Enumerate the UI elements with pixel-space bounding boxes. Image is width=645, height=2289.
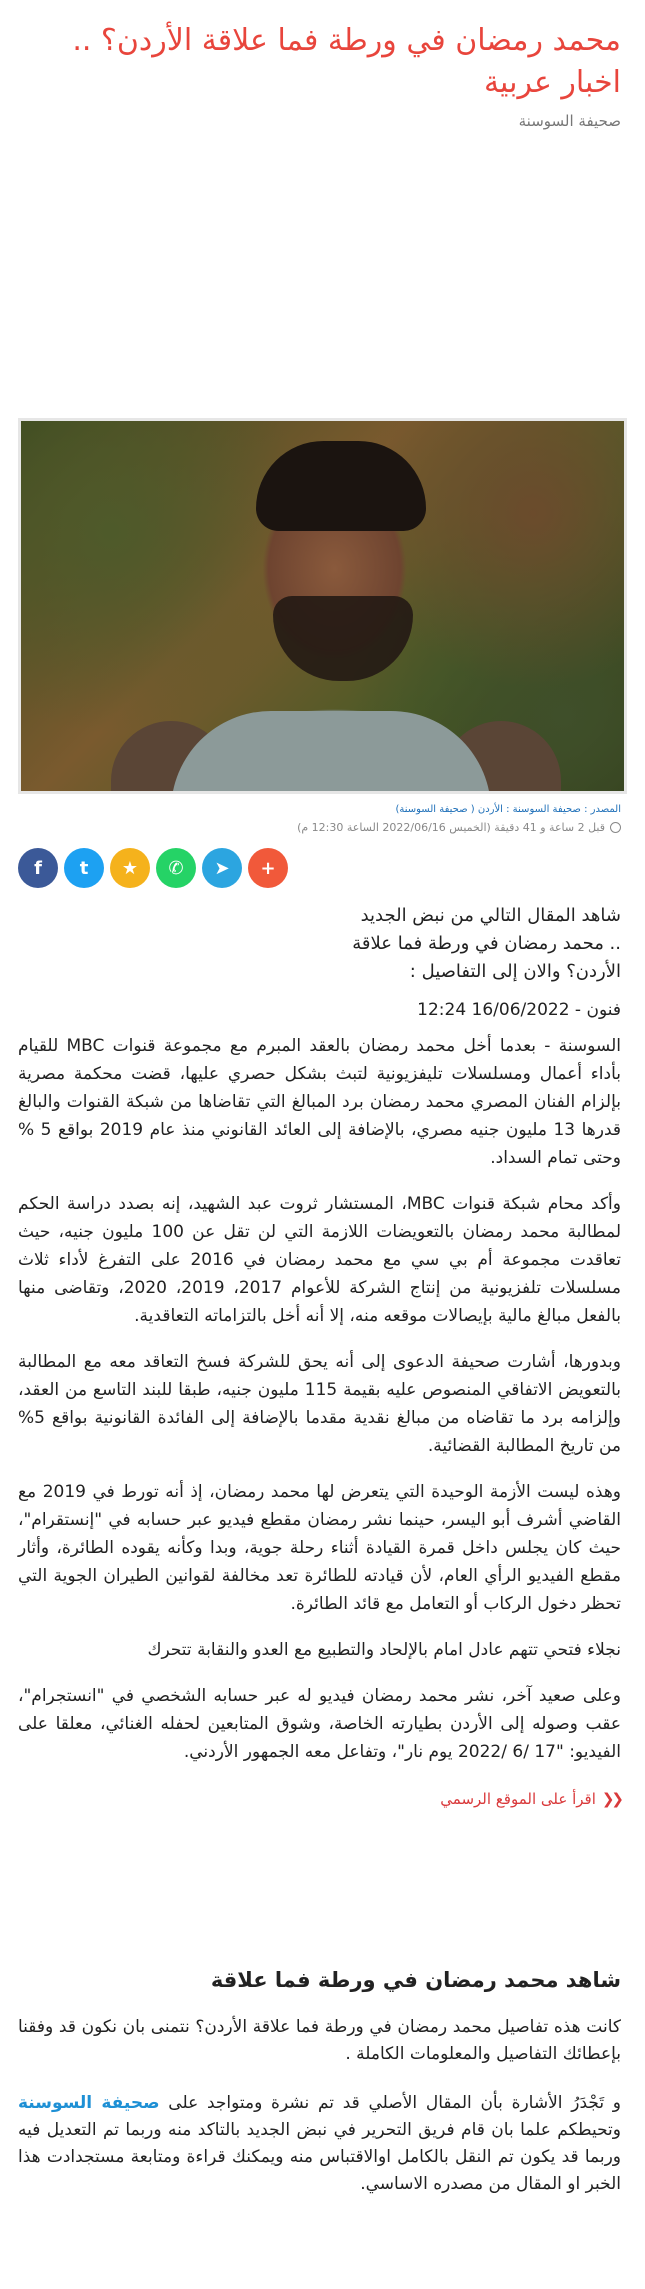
lead-line-2: .. محمد رمضان في ورطة فما علاقة bbox=[352, 933, 621, 954]
publish-date-text: قبل 2 ساعة و 41 دقيقة (الخميس 2022/06/16 الساعة 12:30 م) bbox=[297, 821, 605, 834]
lead-intro bbox=[18, 902, 627, 986]
more-share-icon: + bbox=[260, 857, 276, 879]
image-caption: المصدر : صحيفة السوسنة : الأردن ( صحيفة السوسنة) bbox=[395, 804, 621, 815]
facebook-icon: f bbox=[34, 857, 42, 879]
share-buttons bbox=[18, 848, 627, 888]
read-link-label[interactable]: اقرأ على الموقع الرسمي bbox=[440, 1790, 596, 1808]
related-paragraph-2-start: و تَجْدَرُ الأشارة بأن المقال الأصلي قد تم نشرة ومتواجد على bbox=[168, 2093, 622, 2113]
telegram-share-button[interactable] bbox=[202, 848, 242, 888]
favorite-star-share-button[interactable] bbox=[110, 848, 150, 888]
beard-shape bbox=[273, 596, 413, 681]
ad-placeholder-2 bbox=[18, 1808, 627, 1968]
article-paragraph-3: وبدورها، أشارت صحيفة الدعوى إلى أنه يحق للشركة فسخ التعاقد معه مع المطالبة بالتعويض الاتفاقي المنصوص عليه بقيمة 115 مليون جنيه، طبقا للبند التاسع من العقد، وإلزامه برد ما تقاضاه من مبالغ نقدية مقدما بالإضافة إلى الفائدة القانونية بواقع 5% من تاريخ المطالبة القضائية. bbox=[18, 1352, 621, 1456]
article-paragraph-2: وأكد محام شبكة قنوات MBC، المستشار ثروت عبد الشهيد، إنه بصدد دراسة الحكم لمطالبة محمد رمضان بالتعويضات اللازمة التي لن تقل عن 100 مليون جنيه، حيث تعاقدت مجموعة أم بي سي مع محمد رمضان في 2016 على التفرغ لأداء ثلاث مسلسلات تلفزيونية من إنتاج الشركة للأعوام 2017، 2019، 2020، وتقاضى منها بالفعل مبالغ مالية بإيصالات موقعه منه، إلا أنه أخل بالتزاماته التعاقدية. bbox=[18, 1194, 622, 1326]
sweater-shape bbox=[171, 711, 491, 794]
lead-line-3: الأردن؟ والان إلى التفاصيل : bbox=[409, 961, 621, 982]
section-date: فنون - 16/06/2022 12:24 bbox=[417, 1000, 621, 1020]
article-paragraph-4: وهذه ليست الأزمة الوحيدة التي يتعرض لها محمد رمضان، إذ أنه تورط في 2019 مع القاضي أشرف أبو اليسر، حينما نشر رمضان مقطع فيديو عبر حسابه في "إنستقرام"، حيث كان يجلس داخل قمرة القيادة أثناء رحلة جوية، وبدا وكأنه يقوده الطائرة، وأثار مقطع الفيديو الرأي العام، لأن قيادته للطائرة تعد مخالفة لقوانين الطيران الجوية التي تحظر دخول الركاب أو التعامل مع قائد الطائرة. bbox=[18, 1482, 621, 1614]
publish-date-line bbox=[18, 821, 627, 834]
article-paragraph-6: وعلى صعيد آخر، نشر محمد رمضان فيديو له عبر حسابه الشخصي في "انستجرام"، عقب وصوله إلى الأردن بطيارته الخاصة، وشوق المتابعين لحفله الغنائي، معلقا على الفيديو: "17 /6 /2022 يوم نار"، وتفاعل معه الجمهور الأردني. bbox=[18, 1686, 621, 1762]
article-hero-image bbox=[18, 418, 627, 794]
article-body bbox=[18, 1032, 627, 1766]
whatsapp-icon: ✆ bbox=[168, 857, 184, 879]
whatsapp-share-button[interactable] bbox=[156, 848, 196, 888]
hair-shape bbox=[256, 441, 426, 531]
source-link[interactable]: صحيفة السوسنة bbox=[18, 2093, 160, 2113]
related-paragraph-1: كانت هذه تفاصيل محمد رمضان في ورطة فما علاقة الأردن؟ نتمنى بان نكون قد وفقنا بإعطائك التفاصيل والمعلومات الكاملة . bbox=[18, 2017, 621, 2064]
lead-line-1: شاهد المقال التالي من نبض الجديد bbox=[360, 905, 621, 926]
clock-icon bbox=[610, 822, 621, 833]
ad-placeholder bbox=[18, 130, 627, 418]
double-chevron-icon: ❮❮ bbox=[601, 1790, 621, 1808]
facebook-share-button[interactable] bbox=[18, 848, 58, 888]
related-link-paragraph[interactable]: نجلاء فتحي تتهم عادل امام بالإلحاد والتطبيع مع العدو والنقابة تتحرك bbox=[147, 1640, 621, 1660]
related-paragraph-2-end: وتحيطكم علما بان قام فريق التحرير في نبض الجديد بالتاكد منه وربما تم التعديل فيه وربما قد يكون تم النقل بالكامل اوالاقتباس منه ويمكنك قراءة ومتابعة مستجدادت هذا الخبر او المقال من مصدره الاساسي. bbox=[18, 2120, 621, 2194]
source-name[interactable]: صحيفة السوسنة bbox=[518, 112, 621, 130]
telegram-icon: ➤ bbox=[214, 857, 230, 879]
twitter-share-button[interactable] bbox=[64, 848, 104, 888]
related-paragraph-2 bbox=[18, 2090, 627, 2198]
read-on-official-site-link[interactable] bbox=[18, 1790, 627, 1808]
more-share-share-button[interactable] bbox=[248, 848, 288, 888]
article-headline: محمد رمضان في ورطة فما علاقة الأردن؟ .. اخبار عربية bbox=[72, 23, 621, 100]
article-paragraph-1: السوسنة - بعدما أخل محمد رمضان بالعقد المبرم مع مجموعة قنوات MBC للقيام بأداء أعمال ومسلسلات تليفزيونية لتبث بشكل حصري عليها، قضت محكمة مصرية بإلزام الفنان المصري محمد رمضان برد المبالغ التي تقاضاها من شبكة القنوات والبالغ قدرها 13 مليون جنيه مصري، بالإضافة إلى العائد القانوني منذ عام 2019 بواقع 5 % وحتى تمام السداد. bbox=[18, 1036, 622, 1168]
related-title: شاهد محمد رمضان في ورطة فما علاقة bbox=[210, 1968, 621, 1992]
twitter-icon: t bbox=[79, 857, 89, 879]
favorite-star-icon: ★ bbox=[121, 857, 139, 879]
